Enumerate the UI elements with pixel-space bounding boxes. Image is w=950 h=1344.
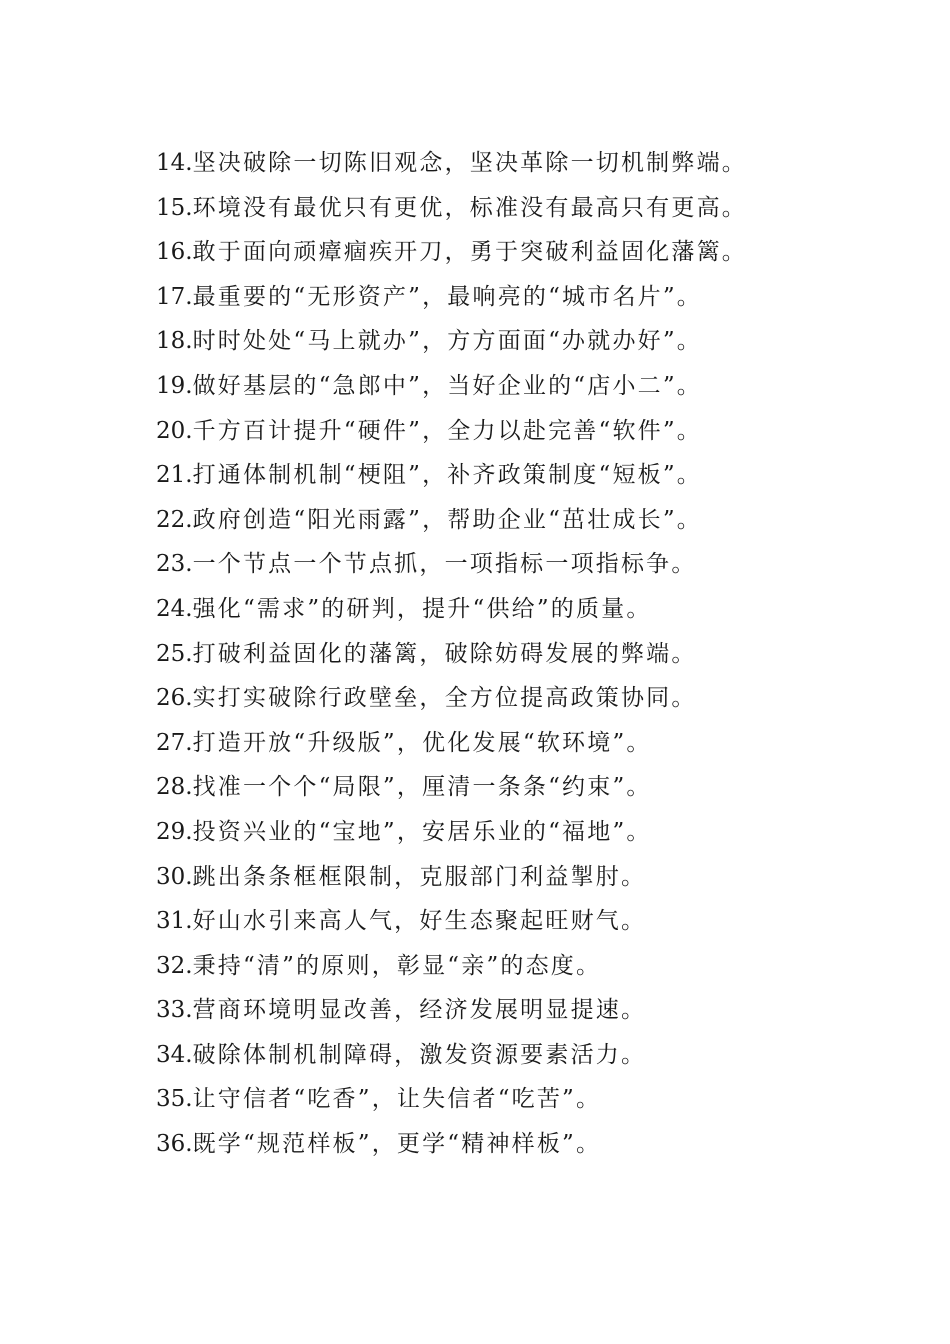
list-item (156, 542, 796, 587)
item-text: 打破利益固化的藩篱，破除妨碍发展的弊端。 (192, 640, 697, 667)
item-number: 30. (156, 863, 193, 890)
list-item (156, 721, 796, 766)
list-item (156, 364, 796, 409)
item-number: 36. (156, 1131, 193, 1158)
item-text: 时时处处“马上就办”，方方面面“办就办好”。 (192, 328, 703, 355)
item-text: 秉持“清”的原则，彰显“亲”的态度。 (192, 952, 602, 979)
item-number: 32. (156, 952, 193, 979)
list-item (156, 587, 796, 632)
list-item (156, 855, 796, 900)
list-item (156, 765, 796, 810)
item-number: 31. (156, 908, 193, 935)
item-text: 跳出条条框框限制，克服部门利益掣肘。 (192, 863, 647, 890)
item-number: 16. (156, 239, 193, 266)
list-item (156, 141, 796, 186)
list-item (156, 810, 796, 855)
list-item (156, 1122, 796, 1167)
list-item (156, 1077, 796, 1122)
list-item (156, 186, 796, 231)
item-number: 33. (156, 997, 193, 1024)
item-text: 投资兴业的“宝地”，安居乐业的“福地”。 (192, 818, 652, 845)
item-text: 既学“规范样板”，更学“精神样板”。 (192, 1131, 602, 1158)
item-number: 15. (156, 194, 193, 221)
list-item (156, 319, 796, 364)
item-text: 环境没有最优只有更优，标准没有最高只有更高。 (192, 194, 747, 221)
list-item (156, 453, 796, 498)
item-number: 29. (156, 818, 193, 845)
item-number: 23. (156, 551, 193, 578)
item-text: 打造开放“升级版”，优化发展“软环境”。 (192, 729, 652, 756)
list-item (156, 275, 796, 320)
list-item (156, 498, 796, 543)
list-item (156, 632, 796, 677)
item-text: 一个节点一个节点抓，一项指标一项指标争。 (192, 551, 697, 578)
item-number: 21. (156, 462, 193, 489)
phrase-list (156, 141, 796, 1167)
list-item (156, 1033, 796, 1078)
item-text: 敢于面向顽瘴痼疾开刀，勇于突破利益固化藩篱。 (192, 239, 747, 266)
item-text: 政府创造“阳光雨露”，帮助企业“茁壮成长”。 (192, 506, 703, 533)
item-number: 35. (156, 1086, 193, 1113)
item-number: 20. (156, 417, 193, 444)
item-text: 实打实破除行政壁垒，全方位提高政策协同。 (192, 685, 697, 712)
item-number: 27. (156, 729, 193, 756)
list-item (156, 676, 796, 721)
item-text: 找准一个个“局限”，厘清一条条“约束”。 (192, 774, 652, 801)
item-text: 千方百计提升“硬件”，全力以赴完善“软件”。 (192, 417, 703, 444)
item-number: 17. (156, 283, 193, 310)
list-item (156, 230, 796, 275)
item-number: 19. (156, 372, 193, 399)
item-number: 26. (156, 685, 193, 712)
item-text: 坚决破除一切陈旧观念，坚决革除一切机制弊端。 (192, 150, 747, 176)
item-number: 18. (156, 328, 193, 355)
list-item (156, 944, 796, 989)
item-text: 好山水引来高人气，好生态聚起旺财气。 (192, 908, 647, 935)
item-number: 22. (156, 506, 193, 533)
item-text: 做好基层的“急郎中”，当好企业的“店小二”。 (192, 372, 703, 399)
item-text: 让守信者“吃香”，让失信者“吃苦”。 (192, 1086, 602, 1113)
list-item (156, 988, 796, 1033)
item-number: 34. (156, 1041, 193, 1068)
list-item (156, 409, 796, 454)
item-number: 14. (156, 150, 193, 176)
item-text: 打通体制机制“梗阻”，补齐政策制度“短板”。 (192, 462, 703, 489)
item-number: 24. (156, 595, 193, 622)
item-text: 强化“需求”的研判，提升“供给”的质量。 (192, 595, 652, 622)
item-text: 最重要的“无形资产”，最响亮的“城市名片”。 (192, 283, 703, 310)
item-text: 破除体制机制障碍，激发资源要素活力。 (192, 1041, 647, 1068)
item-text: 营商环境明显改善，经济发展明显提速。 (192, 997, 647, 1024)
item-number: 28. (156, 774, 193, 801)
list-item (156, 899, 796, 944)
item-number: 25. (156, 640, 193, 667)
